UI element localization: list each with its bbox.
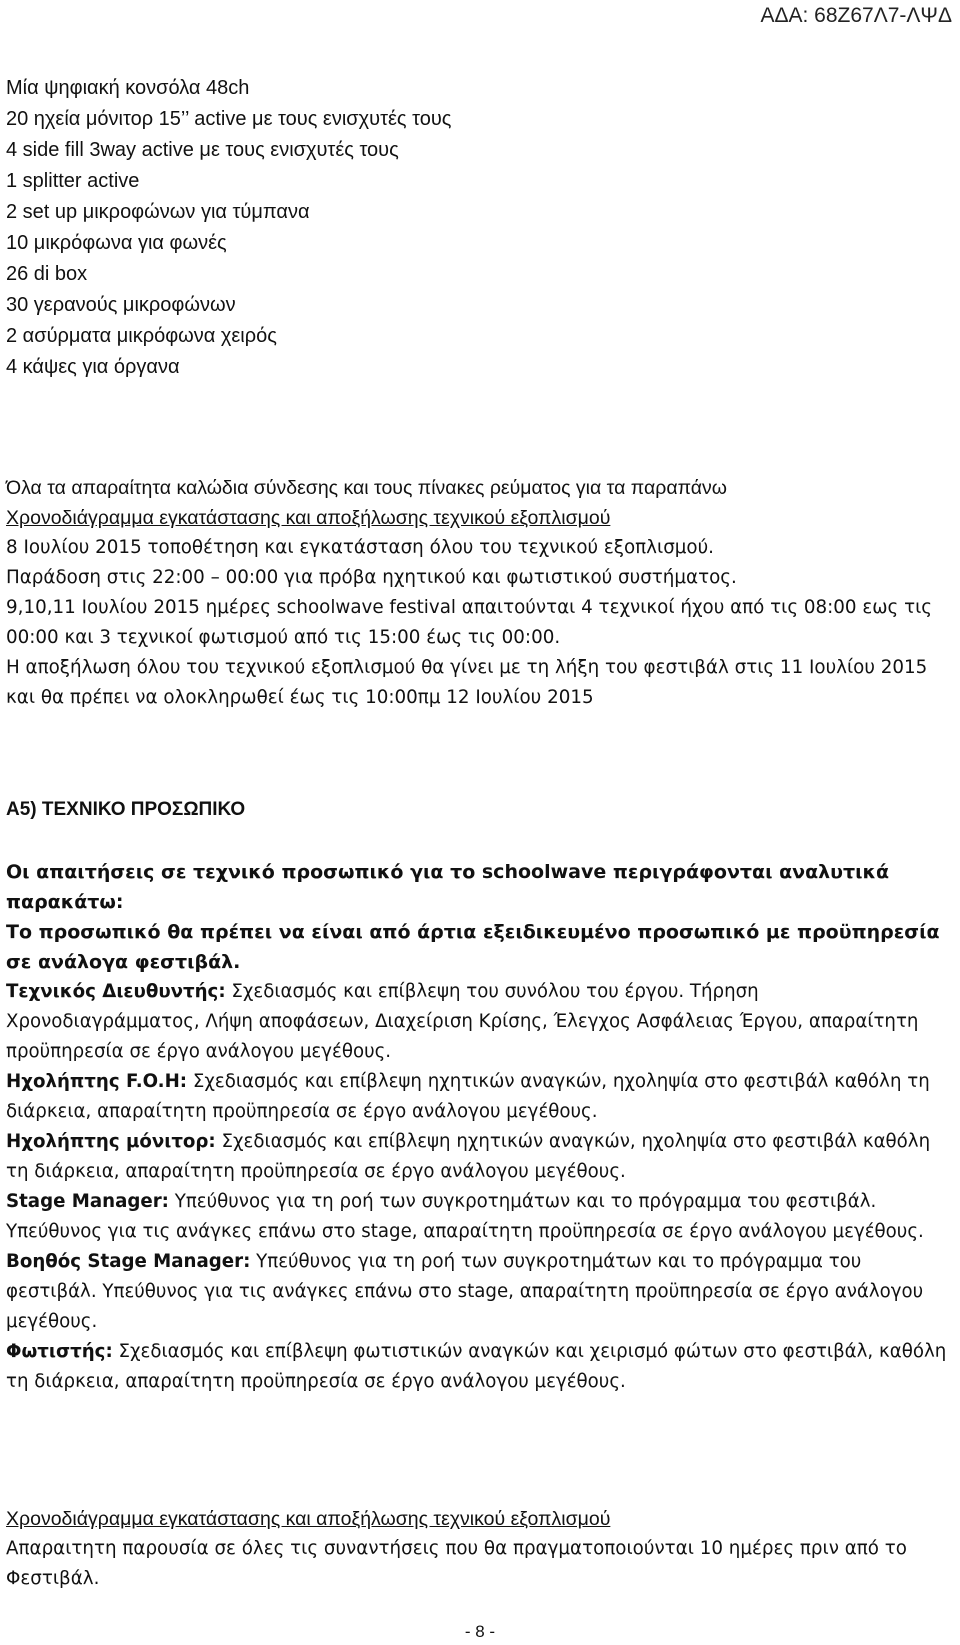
role-title: Φωτιστής: [6,1341,113,1362]
role-item [6,1067,956,1127]
role-item [6,1337,956,1397]
list-item: 4 κάψες για όργανα [6,356,180,378]
role-item [6,977,956,1067]
schedule-line: Παράδοση στις 22:00 – 00:00 για πρόβα ηχητικού και φωτιστικού συστήματος. [6,567,737,588]
role-item [6,1127,956,1187]
schedule-block [6,533,956,713]
role-desc: Υπεύθυνος για τη ροή των συγκροτημάτων και το πρόγραμμα του φεστιβάλ. Υπεύθυνος για τις ανάγκες επάνω στο stage, απαραίτητη προϋπηρεσία σε έργο ανάλογου μεγέθους. [6,1251,924,1332]
list-item: 10 μικρόφωνα για φωνές [6,232,227,254]
role-title: Ηχολήπτης F.O.H: [6,1071,188,1092]
list-item: Μία ψηφιακή κονσόλα 48ch [6,77,250,99]
schedule-line: 8 Ιουλίου 2015 τοποθέτηση και εγκατάσταση όλου του τεχνικού εξοπλισμού. [6,537,714,558]
ada-code: ΑΔΑ: 68Ζ67Λ7-ΛΨΔ [760,4,952,27]
schedule2-block [6,1504,956,1594]
requirement-text: Το προσωπικό θα πρέπει να είναι από άρτια εξειδικευμένο προσωπικό με προϋπηρεσία σε ανάλογα φεστιβάλ. [6,921,940,973]
list-item: 1 splitter active [6,170,140,192]
role-title: Τεχνικός Διευθυντής: [6,981,226,1002]
schedule-title: Χρονοδιάγραμμα εγκατάστασης και αποξήλωσης τεχνικού εξοπλισμού [6,507,611,529]
page-number: - 8 - [464,1622,496,1641]
equipment-list [6,73,451,383]
list-item: 30 γερανούς μικροφώνων [6,294,236,316]
list-item: 2 ασύρματα μικρόφωνα χειρός [6,325,277,347]
role-title: Βοηθός Stage Manager: [6,1251,251,1272]
role-title: Stage Manager: [6,1191,169,1212]
role-title: Ηχολήπτης μόνιτορ: [6,1131,216,1152]
schedule2-text: Απαραιτητη παρουσία σε όλες τις συναντήσεις που θα πραγματοποιούνται 10 ημέρες πριν από το Φεστιβάλ. [6,1538,907,1589]
role-desc: Σχεδιασμός και επίβλεψη ηχητικών αναγκών, ηχοληψία στο φεστιβάλ καθόλη τη διάρκεια, απαραίτητη προϋπηρεσία σε έργο ανάλογου μεγέθους. [6,1071,930,1122]
role-item [6,1247,956,1337]
requirements-block [6,857,956,977]
role-desc: Σχεδιασμός και επίβλεψη του συνόλου του έργου. Τήρηση Χρονοδιαγράμματος, Λήψη αποφάσεων, Διαχείριση Κρίσης, Έλεγχος Ασφάλειας Έργου, απαραίτητη προϋπηρεσία σε έργο ανάλογου μεγέθους. [6,981,919,1062]
role-desc: Σχεδιασμός και επίβλεψη ηχητικών αναγκών, ηχοληψία στο φεστιβάλ καθόλη τη διάρκεια, απαραίτητη προϋπηρεσία σε έργο ανάλογου μεγέθους. [6,1131,931,1182]
role-item [6,1187,956,1247]
role-desc: Σχεδιασμός και επίβλεψη φωτιστικών αναγκών και χειρισμό φώτων στο φεστιβάλ, καθόλη τη διάρκεια, απαραίτητη προϋπηρεσία σε έργο ανάλογου μεγέθους. [6,1341,947,1392]
section-heading: Α5) ΤΕΧΝΙΚΟ ΠΡΟΣΩΠΙΚΟ [6,799,246,820]
schedule-line: Η αποξήλωση όλου του τεχνικού εξοπλισμού θα γίνει με τη λήξη του φεστιβάλ στις 11 Ιουλίου 2015 και θα πρέπει να ολοκληρωθεί έως τις 10:00πμ 12 Ιουλίου 2015 [6,657,928,708]
list-item: 26 di box [6,263,88,285]
list-item: 2 set up μικροφώνων για τύμπανα [6,201,310,223]
schedule-line: 9,10,11 Ιουλίου 2015 ημέρες schoolwave festival απαιτούνται 4 τεχνικοί ήχου από τις 08:00 εως τις 00:00 και 3 τεχνικοί φωτισμού από τις 15:00 έως τις 00:00. [6,597,933,648]
list-item: 20 ηχεία μόνιτορ 15’’ active με τους ενισχυτές τους [6,108,452,130]
role-desc: Υπεύθυνος για τη ροή των συγκροτημάτων και το πρόγραμμα του φεστιβάλ. Υπεύθυνος για τις ανάγκες επάνω στο stage, απαραίτητη προϋπηρεσία σε έργο ανάλογου μεγέθους. [6,1191,924,1242]
cables-note: Όλα τα απαραίτητα καλώδια σύνδεσης και τους πίνακες ρεύματος για τα παραπάνω [6,477,728,499]
schedule2-title: Χρονοδιάγραμμα εγκατάστασης και αποξήλωσης τεχνικού εξοπλισμού [6,1508,611,1530]
list-item: 4 side fill 3way active με τους ενισχυτές τους [6,139,399,161]
requirement-text: Οι απαιτήσεις σε τεχνικό προσωπικό για το schoolwave περιγράφονται αναλυτικά παρακάτω: [6,861,890,913]
roles-block [6,977,956,1397]
cables-note-block [6,473,956,533]
